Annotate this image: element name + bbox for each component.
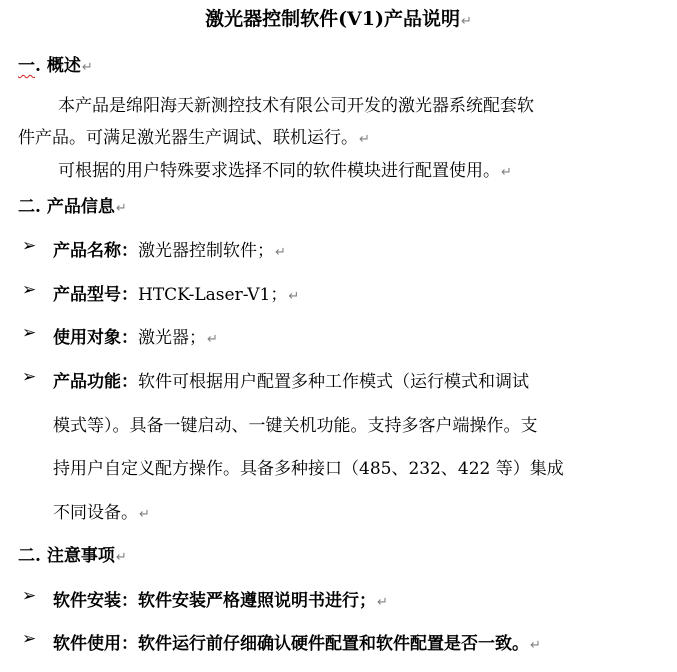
info-item-function-line-3: 持用户自定义配方操作。具备多种接口（485、232、422 等）集成 [53,459,564,479]
overview-paragraph-line-1: 本产品是绵阳海天新测控技术有限公司开发的激光器系统配套软 [58,96,534,116]
bullet-arrow-icon: ➢ [22,280,37,300]
bullet-arrow-icon: ➢ [22,236,37,256]
section-heading-overview: 一. 概述↵ [18,56,93,76]
document-title: 激光器控制软件(V1)产品说明↵ [205,8,472,30]
bullet-arrow-icon: ➢ [22,367,37,387]
note-item-install: 软件安装：软件安装严格遵照说明书进行；↵ [53,591,388,611]
section-heading-product-info: 二. 产品信息↵ [18,197,127,217]
note-item-usage: 软件使用：软件运行前仔细确认硬件配置和软件配置是否一致。↵ [53,634,541,654]
info-item-target: 使用对象：激光器；↵ [53,328,218,348]
info-item-function-line-1: 产品功能：软件可根据用户配置多种工作模式（运行模式和调试 [53,372,529,392]
bullet-arrow-icon: ➢ [22,323,37,343]
info-item-function-line-4: 不同设备。↵ [53,503,150,523]
info-item-product-name: 产品名称：激光器控制软件；↵ [53,241,286,261]
info-item-function-line-2: 模式等）。具备一键启动、一键关机功能。支持多客户端操作。支 [53,416,538,436]
bullet-arrow-icon: ➢ [22,629,37,649]
bullet-arrow-icon: ➢ [22,586,37,606]
overview-paragraph-line-2: 件产品。可满足激光器生产调试、联机运行。↵ [18,128,370,148]
section-heading-notes: 二. 注意事项↵ [18,546,127,566]
paragraph-mark: ↵ [461,14,472,29]
info-item-product-model: 产品型号：HTCK-Laser-V1；↵ [53,285,300,305]
overview-paragraph-2: 可根据的用户特殊要求选择不同的软件模块进行配置使用。↵ [58,161,512,181]
